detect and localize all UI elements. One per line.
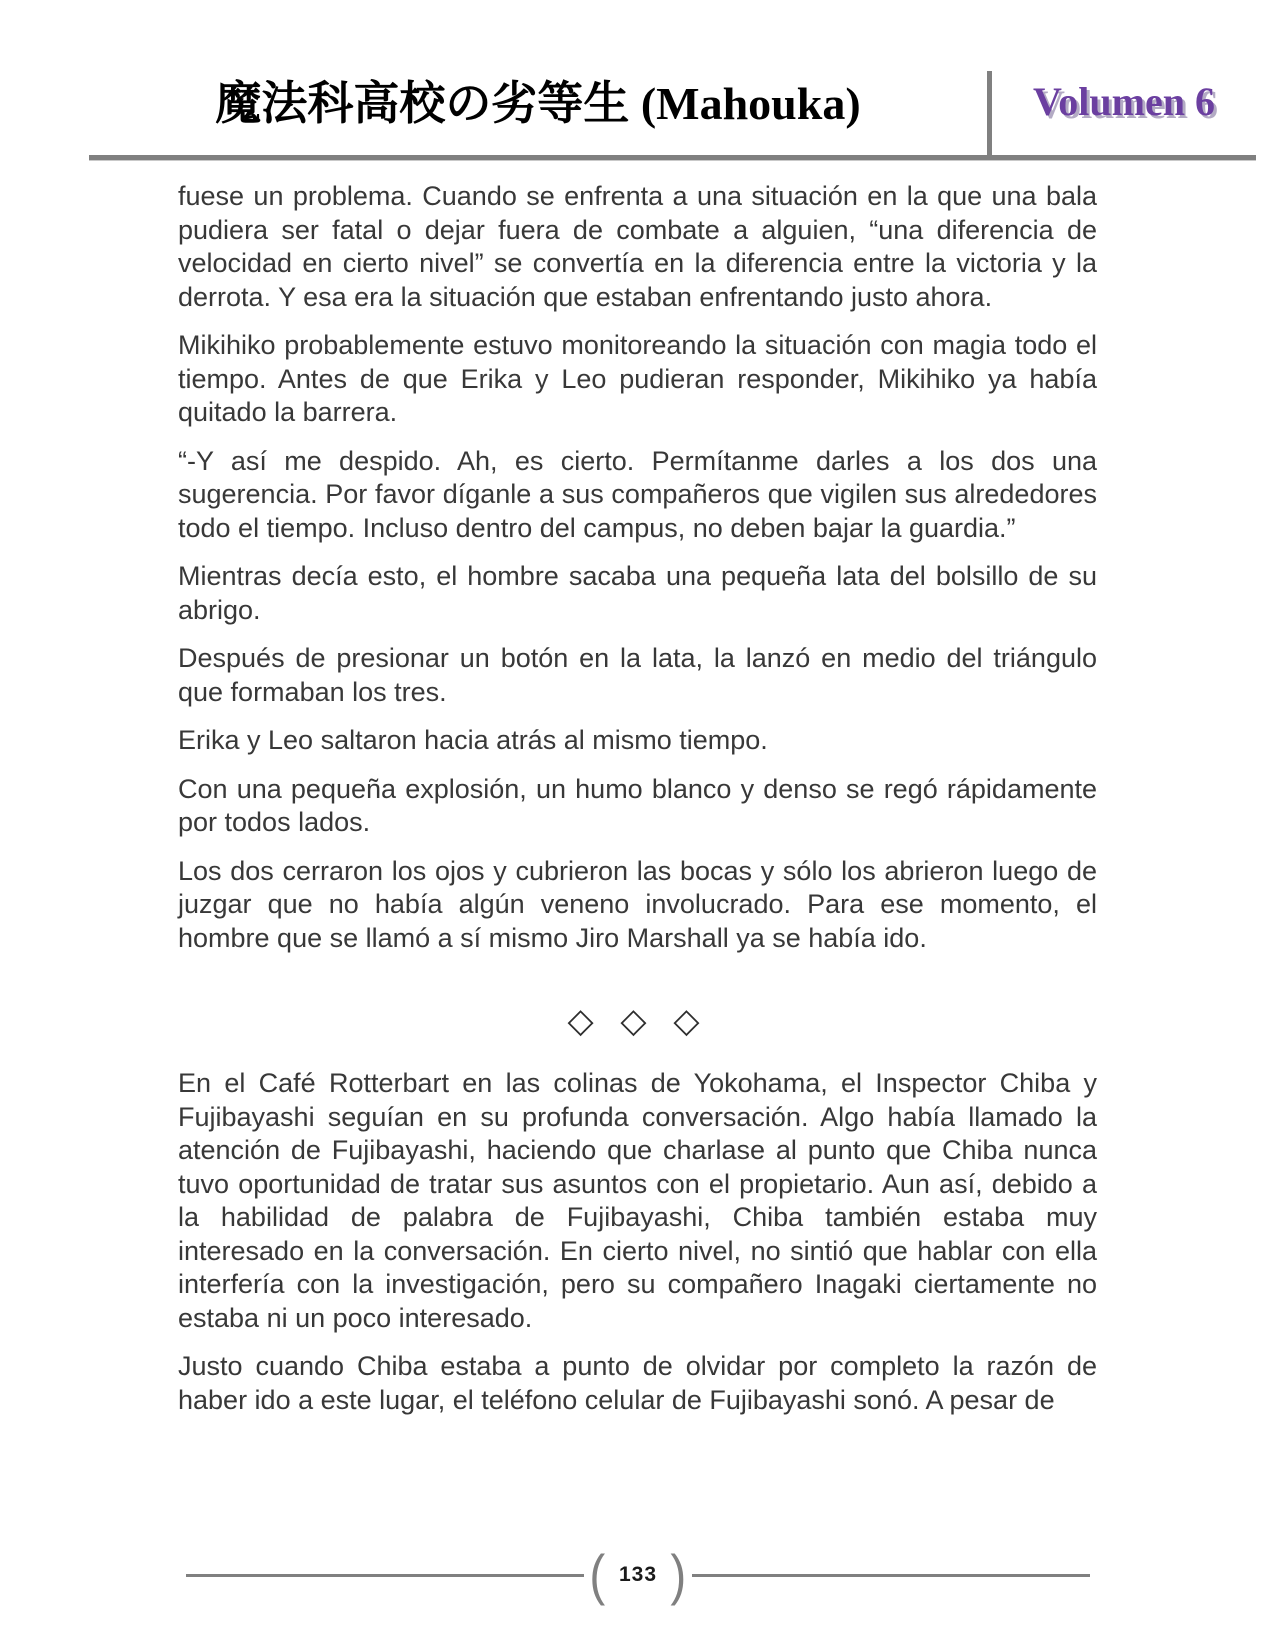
- footer-rule-right: [692, 1574, 1090, 1577]
- paragraph: fuese un problema. Cuando se enfrenta a una situación en la que una bala pudiera ser fatal o dejar fuera de combate a alguien, “una diferencia de velocidad en cierto nivel” se convertía en la diferencia entre la victoria y la derrota. Y esa era la situación que estaban enfrentando justo ahora.: [178, 181, 1097, 312]
- paragraph: Erika y Leo saltaron hacia atrás al mismo tiempo.: [178, 725, 768, 755]
- paragraph: Justo cuando Chiba estaba a punto de olvidar por completo la razón de haber ido a este lugar, el teléfono celular de Fujibayashi sonó. A pesar de: [178, 1351, 1097, 1415]
- right-bracket-icon: ): [670, 1543, 687, 1606]
- page-number: 133: [618, 1563, 658, 1586]
- page-footer: [186, 1545, 1090, 1605]
- paragraph: En el Café Rotterbart en las colinas de Yokohama, el Inspector Chiba y Fujibayashi seguían en su profunda conversación. Algo había llamado la atención de Fujibayashi, haciendo que charlase al punto que Chiba nunca tuvo oportunidad de tratar sus asuntos con el propietario. Aun así, debido a la habilidad de palabra de Fujibayashi, Chiba también estaba muy interesado en la conversación. En cierto nivel, no sintió que hablar con ella interfería con la investigación, pero su compañero Inagaki ciertamente no estaba ni un poco interesado.: [178, 1068, 1097, 1333]
- paragraph: Mikihiko probablemente estuvo monitoreando la situación con magia todo el tiempo. Antes de que Erika y Leo pudieran responder, Mikihiko ya había quitado la barrera.: [178, 330, 1097, 427]
- footer-rule-left: [186, 1574, 584, 1577]
- left-bracket-icon: (: [589, 1543, 606, 1606]
- scene-break-diamonds: ◇ ◇ ◇: [567, 1001, 708, 1041]
- paragraph: Después de presionar un botón en la lata, la lanzó en medio del triángulo que formaban los tres.: [178, 643, 1097, 707]
- volume-badge: Volumen 6: [1033, 79, 1215, 124]
- paragraph: Mientras decía esto, el hombre sacaba una pequeña lata del bolsillo de su abrigo.: [178, 561, 1097, 625]
- page-title: 魔法科高校の劣等生 (Mahouka): [215, 78, 861, 129]
- header-rule: [89, 155, 1256, 160]
- paragraph-group-top: [178, 180, 1097, 955]
- paragraph: “-Y así me despido. Ah, es cierto. Permítanme darles a los dos una sugerencia. Por favor díganle a sus compañeros que vigilen sus alrededores todo el tiempo. Incluso dentro del campus, no deben bajar la guardia.”: [178, 445, 1097, 543]
- body-text: [178, 180, 1097, 1417]
- header-vertical-divider: [987, 71, 992, 155]
- paragraph: Con una pequeña explosión, un humo blanco y denso se regó rápidamente por todos lados.: [178, 773, 1097, 837]
- paragraph: Los dos cerraron los ojos y cubrieron las bocas y sólo los abrieron luego de juzgar que no había algún veneno involucrado. Para ese momento, el hombre que se llamó a sí mismo Jiro Marshall ya se había ido.: [178, 855, 1097, 953]
- paragraph-group-bottom: [178, 1067, 1097, 1417]
